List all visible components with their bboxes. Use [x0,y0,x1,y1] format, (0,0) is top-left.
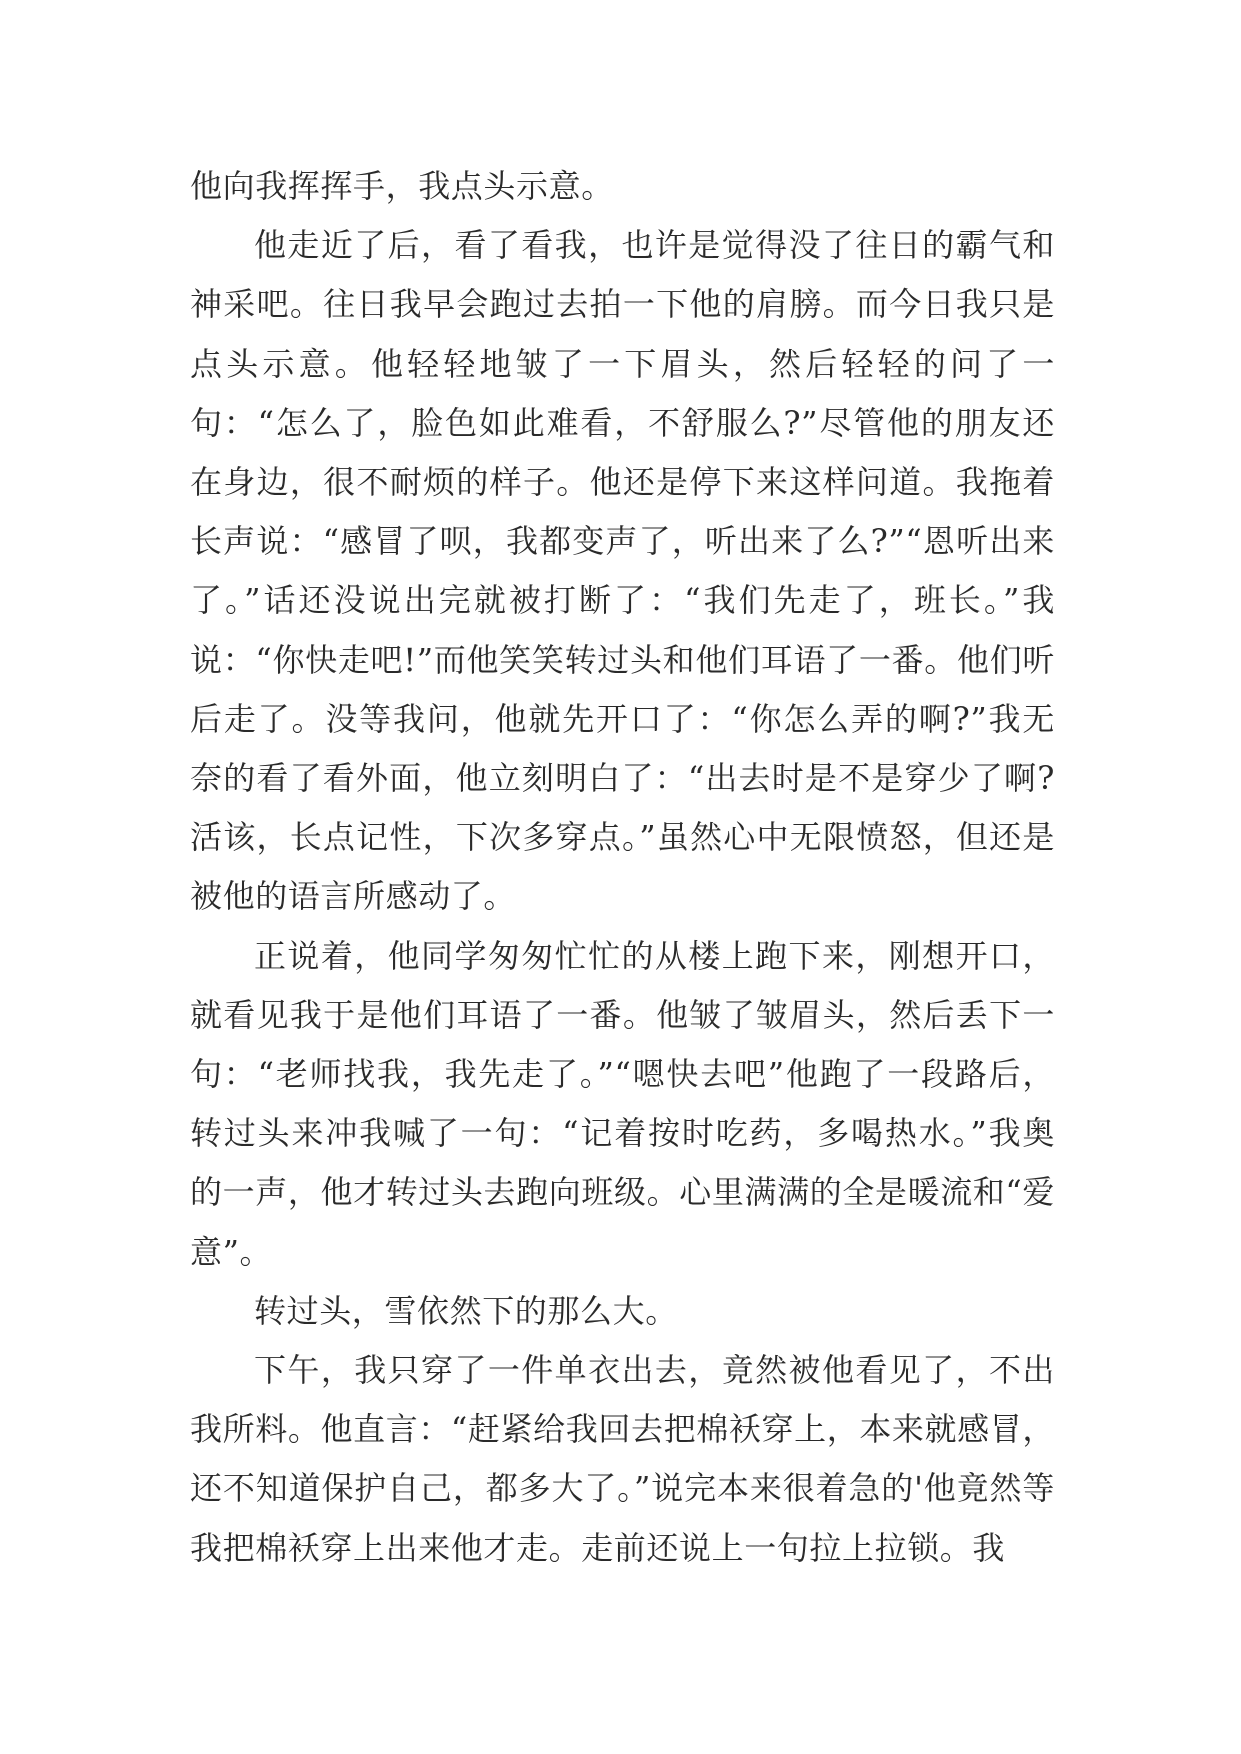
paragraph-5: 下午，我只穿了一件单衣出去，竟然被他看见了，不出我所料。他直言：“赶紧给我回去把棉袄穿上，本来就感冒，还不知道保护自己，都多大了。”说完本来很着急的'他竟然等我把棉袄穿上出来他才走。走前还说上一句拉上拉锁。我 [190,1351,1055,1567]
paragraph-2: 他走近了后，看了看我，也许是觉得没了往日的霸气和神采吧。往日我早会跑过去拍一下他的肩膀。而今日我只是点头示意。他轻轻地皱了一下眉头，然后轻轻的问了一句：“怎么了，脸色如此难看，不舒服么?”尽管他的朋友还在身边，很不耐烦的样子。他还是停下来这样问道。我拖着长声说：“感冒了呗，我都变声了，听出来了么?”“恩听出来了。”话还没说出完就被打断了：“我们先走了，班长。”我说：“你快走吧!”而他笑笑转过头和他们耳语了一番。他们听后走了。没等我问，他就先开口了：“你怎么弄的啊?”我无奈的看了看外面，他立刻明白了：“出去时是不是穿少了啊?活该，长点记性，下次多穿点。”虽然心中无限愤怒，但还是被他的语言所感动了。 [190,226,1055,916]
paragraph-3: 正说着，他同学匆匆忙忙的从楼上跑下来，刚想开口，就看见我于是他们耳语了一番。他皱了皱眉头，然后丢下一句：“老师找我，我先走了。”“嗯快去吧”他跑了一段路后，转过头来冲我喊了一句：“记着按时吃药，多喝热水。”我奥的一声，他才转过头去跑向班级。心里满满的全是暖流和“爱意”。 [190,936,1055,1271]
document-body [190,157,1055,1578]
paragraph-4: 转过头，雪依然下的那么大。 [254,1291,678,1330]
paragraph-1: 他向我挥挥手，我点头示意。 [190,167,614,205]
